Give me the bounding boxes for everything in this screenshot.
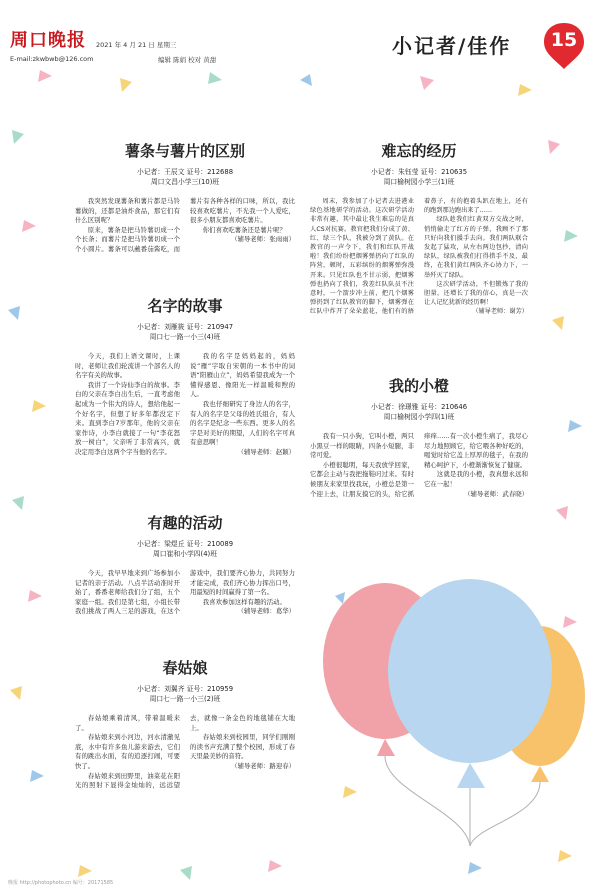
article-byline xyxy=(310,167,528,187)
article-my-xiaocheng xyxy=(310,375,528,499)
paragraph: 绿队趁我们红黄双方交战之时，悄悄偷走了红方的子弹，我顾不了那只好向我们援手去向。我们两队联合发起了猛攻，从左右两边包抄，清向绿队，绿队被我们打得措手不及，最终，在我们黄红两队齐心协力下，一举歼灭了绿队。 xyxy=(424,216,528,279)
teacher-credit: （辅导老师：路迎春） xyxy=(231,761,295,770)
article-byline xyxy=(75,322,295,342)
paragraph: 我突然发现薯条和薯片都是马铃薯做的，还都是油炸食品，那它们有什么区别呢？ xyxy=(75,197,180,225)
article-fun-activity xyxy=(75,512,295,617)
reporter-line: 小记者：梁煜丘 证号：210089 xyxy=(136,540,234,548)
article-title: 有趣的活动 xyxy=(147,514,223,532)
editor-credits: 编辑 陈娟 校对 黄甜 xyxy=(158,56,217,64)
paragraph: 春姑娘乘着清风，带着温暖来了。 xyxy=(75,714,180,732)
paragraph: 这就是我的小橙，我真想永远和它在一起！ xyxy=(424,470,528,488)
balloons-illustration xyxy=(315,556,585,846)
article-body xyxy=(75,352,295,458)
article-title: 我的小橙 xyxy=(388,377,449,395)
teacher-credit: （辅导老师：赵颖） xyxy=(237,447,295,456)
article-fries-vs-chips xyxy=(75,140,295,255)
article-byline xyxy=(75,167,295,187)
paragraph: 这次研学活动，不但锻炼了我的胆量，还增长了我的信心，真是一次让人记忆犹新的经历啊！ xyxy=(424,280,528,307)
paragraph: 周末，我参加了小记者去进港业绿色基地研学的活动。这次研学活动非常有趣，其中最让我生难忘的是真人CS对抗赛。教官把我们分成了黄、红、绿三个队，我被分到了黄队。在教官的一声令下，我们和红队开战啦！我们纷纷把烟雾弹扔向了红队的阵营，顿时，五彩缤纷的烟雾弹弥漫开来。只见红队也不甘示弱，把烟雾弹也扔向了我们，我差红队队员不注意时，一个箭步冲上前，把几个烟雾弹扔到了红队教官的脚下，烟雾弹在红队中炸开了朵朵蓝花，他们有的捂着鼻子，有的抱着头趴在地上，还有的跑到那边跑出来了…… xyxy=(310,198,528,316)
publication-date: 2021 年 4 月 21 日 星期三 xyxy=(96,41,177,49)
article-byline xyxy=(310,402,528,422)
paragraph: 原来，薯条是把马铃薯切成一个个长条；而薯片是把马铃薯切成一个个小圆片。薯条可以蘸番茄酱吃，而薯片有各种各样的口味，所以，我比较喜欢吃薯片，不光我一个人爱吃，很多小朋友都喜欢吃薯片。 xyxy=(75,197,295,253)
contact-email: E-mail:zkwbwb@126.com xyxy=(10,55,94,63)
teacher-credit: （辅导老师：武春晓） xyxy=(464,489,528,498)
school-line: 周口榆树园小学三(1)班 xyxy=(383,178,455,186)
school-line: 周口七一路一小三(2)班 xyxy=(149,695,221,703)
paragraph: 春姑娘来到校园里，同学们刚刚的读书声充满了整个校园，形成了春天里最美妙的音符。 xyxy=(190,733,295,761)
reporter-line: 小记者：王辰文 证号：212688 xyxy=(136,168,234,176)
teacher-credit: （辅导老师：张雨雨） xyxy=(231,235,295,244)
page-number: 15 xyxy=(550,29,578,51)
teacher-credit: （辅导老师：谢芳） xyxy=(472,308,528,316)
reporter-line: 小记者：刘翼齐 证号：210959 xyxy=(136,685,234,693)
school-line: 周口文昌小学三(10)班 xyxy=(150,178,220,186)
section-title: 小记者/佳作 xyxy=(392,34,512,58)
paragraph: 我的名字是妈妈起的，妈妈说“雁”字取自宋朝的一本书中的词语“阳雁山立”，妈妈希望我成为一个懂得感恩、像阳光一样温暖和煦的人。 xyxy=(190,352,295,399)
paragraph: 我讲了一个诗仙李白的故事。李白的父亲在李白出生后，一直考虑他起成为一个伟大的诗人，想给他起一个好名字，但想了好多年都没定下来。直到李白7岁那年，他的父亲在家作诗，小李白就接了一句“李花怒放一树白”，父亲听了非常高兴，就决定用李白这两个字当他的名字。 xyxy=(75,380,180,456)
reporter-line: 小记者：徐璟雅 证号：210646 xyxy=(370,403,468,411)
article-title: 难忘的经历 xyxy=(381,142,457,160)
school-line: 周口七一路一小三(4)班 xyxy=(149,333,221,341)
paragraph: 今天，我们上语文课时，上课时，老师让我们轮流讲一个部名人的名字有关的故事。 xyxy=(75,352,180,380)
paragraph: 我也仔细研究了身边人的名字，有人的名字是父母的姓氏组合，有人的名字是纪念一些东西。更多人的名字是对美好的期望，人们的名字可真有意思啊！ xyxy=(190,399,295,447)
page-footer: 晚报 http://photophoto.cn 编号：20171585 xyxy=(8,880,114,886)
article-body xyxy=(75,569,295,617)
newspaper-logo: 周口晚报 xyxy=(10,30,86,51)
article-body xyxy=(310,432,528,499)
article-unforgettable-experience xyxy=(310,140,528,317)
masthead xyxy=(0,0,600,70)
school-line: 周口崔和小学四(4)班 xyxy=(152,550,217,558)
paragraph: 春姑娘来到小河边，河水清澈见底，水中有许多鱼儿游来游去，它们有的跳出水面，有的追逐打闹，可要快了。 xyxy=(75,733,180,770)
school-line: 周口榆树园小学四(1)班 xyxy=(383,413,455,421)
article-byline xyxy=(75,684,295,704)
paragraph: 我喜欢参加这样有趣的活动。 xyxy=(202,597,286,606)
reporter-line: 小记者：刘雁筱 证号：210947 xyxy=(136,323,234,331)
page-number-badge xyxy=(541,21,587,71)
article-title: 春姑娘 xyxy=(162,659,208,677)
paragraph: 今天，我早早地来到广场参加小记者的亲子活动。八点半活动准时开始了，番番老师给我们分了组，五个家庭一组。我们是第七组，小组长带我们挑战了两人三足的游戏，在这个游戏中，我们要齐心协力，共同努力才能完成，我们齐心协力挥出口号，用最短的时间赢得了第一名。 xyxy=(75,569,295,616)
article-body xyxy=(75,197,295,255)
article-name-story xyxy=(75,295,295,458)
article-body xyxy=(310,197,528,317)
article-title: 名字的故事 xyxy=(147,297,223,315)
article-body xyxy=(75,714,295,791)
paragraph: 小橙很聪明，每天我放学回家，它都会主动与我把拖鞋叼过来。有时候朋友来家里找我玩，小橙总是第一个迎上去，让朋友摸它的头，给它抓痒痒……有一次小橙生病了，我尽心尽力地照顾它，给它喂各种好吃的，喝觉时给它盖上厚厚的毯子，在我的精心呵护下，小橙渐渐恢复了健康。 xyxy=(310,432,528,498)
article-byline xyxy=(75,539,295,559)
article-title: 薯条与薯片的区别 xyxy=(124,142,245,160)
paragraph: 我有一只小狗，它叫小橙，两只小黑豆一样的眼睛，四条小短腿，非常可爱。 xyxy=(310,432,414,460)
article-spring-girl xyxy=(75,657,295,791)
paragraph: 你们喜欢吃薯条还是薯片呢？ xyxy=(202,225,286,234)
teacher-credit: （辅导老师：葛华） xyxy=(237,607,295,616)
reporter-line: 小记者：朱钰莹 证号：210635 xyxy=(370,168,468,176)
paragraph: 春姑娘来到田野里，油菜花在阳光的照射下显得金灿灿的，远远望去，就像一条金色的地毯铺在大地上。 xyxy=(75,714,295,790)
